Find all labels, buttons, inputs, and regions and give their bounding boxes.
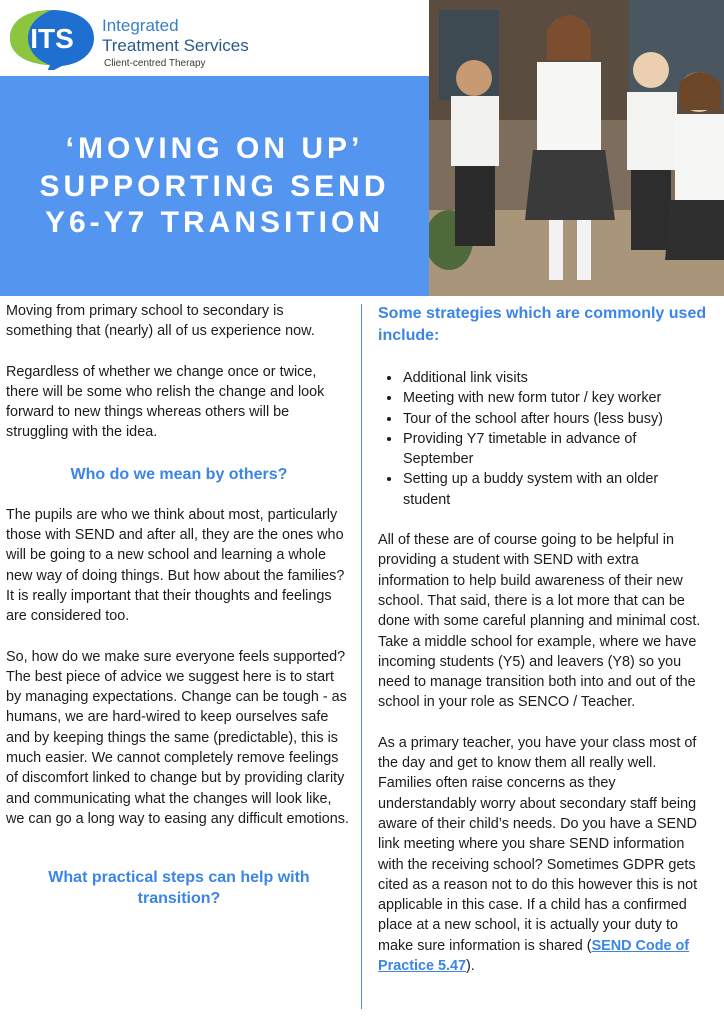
its-logo-icon [6, 6, 98, 70]
logo-subtitle: Treatment Services [102, 36, 249, 55]
title-line-1: ‘MOVING ON UP’ [65, 132, 364, 165]
send-code-link[interactable]: SEND Code of Practice 5.47 [378, 937, 690, 975]
change-paragraph: Regardless of whether we change once or twice, there will be some who relish the change and look forward to new things whereas others will be struggling with the idea. [6, 363, 325, 441]
list-item: • Providing Y7 timetable in advance of September [402, 429, 708, 470]
title-line-3: Y6-Y7 TRANSITION [44, 206, 385, 239]
left-column [6, 301, 352, 909]
strategies-list [378, 368, 708, 510]
column-divider [361, 304, 362, 1009]
strategies-heading: Some strategies which are commonly used include: [378, 305, 707, 344]
list-item: • Tour of the school after hours (less busy) [402, 409, 708, 429]
logo-tagline: Client-centred Therapy [104, 58, 206, 69]
title-line-2: SUPPORTING SEND [39, 170, 390, 203]
pupils-paragraph: The pupils are who we think about most, particularly those with SEND and after all, they are the ones who will be going to a new school and learning a whole new way of doing things. But how about the families? It is really important that their thoughts and feelings are considered too. [6, 506, 345, 625]
practical-steps-heading: What practical steps can help with transition? [48, 869, 310, 908]
intro-paragraph: Moving from primary school to secondary is something that (nearly) all of us experience now. [6, 303, 315, 340]
header [0, 0, 429, 76]
title-banner [0, 76, 429, 296]
children-running-photo [429, 0, 724, 296]
others-heading: Who do we mean by others? [70, 465, 288, 483]
list-item: • Meeting with new form tutor / key worker [402, 388, 708, 408]
expectations-paragraph: So, how do we make sure everyone feels supported? The best piece of advice we suggest here is to start by managing expectations. Change can be tough - as humans, we are hard-wired to keep ourselves safe and by keeping things the same (predictable), this is much easier. We cannot completely remove feelings of discomfort linked to change but by providing clarity and communicating what the changes will look like, we can go a long way to easing any difficult emotions. [6, 648, 349, 827]
helpful-paragraph: All of these are of course going to be helpful in providing a student with SEND with extra information to help build awareness of their new school. That said, there is a lot more that can be done with some careful planning and minimal cost. Take a middle school for example, where we have incoming students (Y5) and leavers (Y8) so you need to manage transition both into and out of the school in your role as SENCO / Teacher. [378, 532, 701, 711]
primary-teacher-paragraph [378, 733, 708, 977]
logo-mark-text: ITS [30, 23, 74, 54]
primary-teacher-text: As a primary teacher, you have your class most of the day and get to know them all really well. Families often raise concerns as they understandably worry about secondary staff being aware of their child’s needs. Do you have a SEND link meeting where you share SEND information with the receiving school? Sometimes GDPR gets cited as a reason not to do this however this is not applicable in this case. If a child has a confirmed place at a new school, it is actually your duty to make sure information is shared ( [378, 734, 698, 954]
right-column [378, 301, 708, 976]
list-item: • Additional link visits [402, 368, 708, 388]
logo-title: Integrated [102, 16, 179, 35]
paragraph-end: ). [466, 958, 475, 975]
list-item: • Setting up a buddy system with an older student [402, 469, 708, 510]
